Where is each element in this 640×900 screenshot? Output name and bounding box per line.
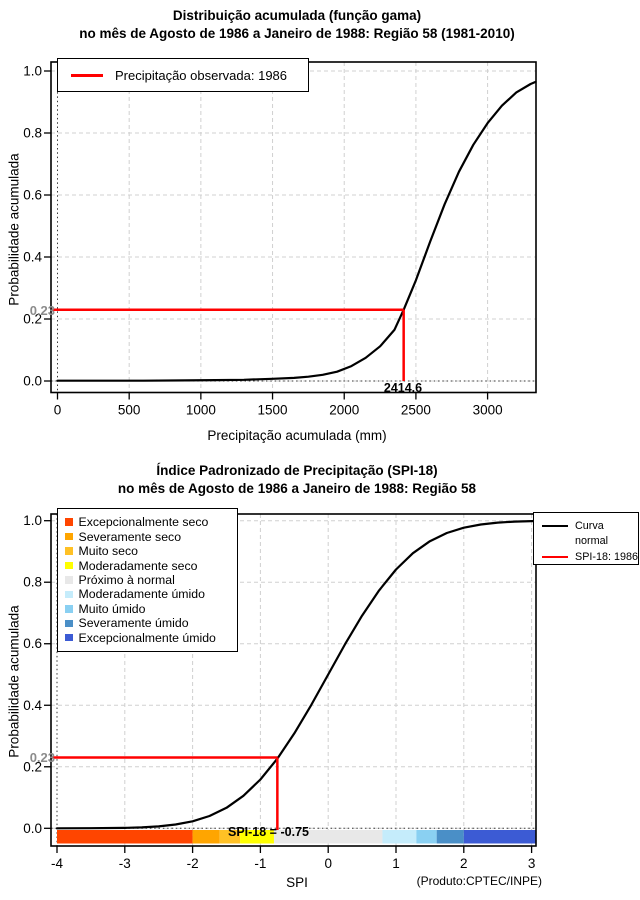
category-label: Severamente úmido <box>78 616 189 631</box>
category-color-swatch <box>65 620 73 628</box>
category-label: Excepcionalmente seco <box>78 515 209 530</box>
spi-category-legend-item <box>65 587 237 601</box>
spi-category-legend-item <box>65 616 237 630</box>
chart2-y-axis-label: Probabilidade acumulada <box>6 605 22 758</box>
category-color-swatch <box>65 605 73 613</box>
x-tick-label: 0 <box>53 402 62 418</box>
observed-precip-legend-label: Precipitação observada: 1986 <box>115 67 288 83</box>
chart2-title: Índice Padronizado de Precipitação (SPI-18) <box>156 463 438 478</box>
category-color-swatch <box>65 533 73 541</box>
product-credit: (Produto:CPTEC/INPE) <box>416 874 542 888</box>
category-label: Moderadamente úmido <box>78 587 205 602</box>
category-color-swatch <box>65 547 73 555</box>
spi-category-legend-item <box>65 558 237 572</box>
y-tick-label: 0.6 <box>23 636 42 652</box>
y-tick-label: 1.0 <box>23 513 42 529</box>
y-tick-label: 0.0 <box>23 373 42 389</box>
chart2-x-axis-label: SPI <box>286 875 308 890</box>
curve-legend-label: SPI-18: 1986 <box>575 550 639 563</box>
chart2-probability-annotation: 0.23 <box>29 749 55 765</box>
category-label: Severamente seco <box>78 529 182 544</box>
y-tick-label: 0.0 <box>23 820 42 836</box>
x-tick-label: -1 <box>254 856 267 871</box>
plot-border <box>51 62 536 393</box>
x-tick-label: 0 <box>324 856 332 871</box>
spi-colorbar-segment <box>416 830 436 844</box>
x-tick-label: -4 <box>50 856 64 871</box>
spi-colorbar-segment <box>382 830 416 844</box>
category-color-swatch <box>65 634 73 642</box>
y-tick-label: 1.0 <box>23 63 42 79</box>
curve-legend-item <box>542 534 638 550</box>
chart1-x-axis-label: Precipitação acumulada (mm) <box>207 428 387 443</box>
spi-curve-legend <box>533 512 639 565</box>
spi-colorbar-segment <box>437 830 464 844</box>
x-tick-label: 500 <box>117 402 141 418</box>
y-tick-label: 0.4 <box>23 697 42 713</box>
spi-category-legend-item <box>65 573 237 587</box>
x-tick-label: 2500 <box>400 402 431 418</box>
observed-precip-line-swatch <box>71 74 103 77</box>
curve-line-swatch <box>542 525 568 528</box>
spi-category-legend <box>57 508 238 652</box>
y-tick-label: 0.2 <box>23 759 42 775</box>
x-tick-label: 1500 <box>257 402 288 418</box>
curve-legend-label: normal <box>575 535 609 548</box>
x-tick-label: 2000 <box>329 402 360 418</box>
y-tick-label: 0.6 <box>23 187 42 203</box>
y-tick-label: 0.8 <box>23 574 42 590</box>
chart1-probability-annotation: 0.23 <box>29 303 55 318</box>
category-color-swatch <box>65 591 73 599</box>
y-tick-label: 0.2 <box>23 311 42 327</box>
category-label: Excepcionalmente úmido <box>78 630 216 645</box>
category-color-swatch <box>65 576 73 584</box>
curve-legend-item <box>542 549 638 565</box>
chart1-subtitle: no mês de Agosto de 1986 a Janeiro de 1988: Região 58 (1981-2010) <box>79 26 515 41</box>
x-tick-label: 3 <box>527 856 536 871</box>
curve-legend-label: Curva <box>575 519 604 532</box>
y-tick-label: 0.8 <box>23 125 42 141</box>
chart1-y-axis-label: Probabilidade acumulada <box>6 153 22 306</box>
category-label: Moderadamente seco <box>78 558 198 573</box>
y-tick-label: 0.4 <box>23 249 42 265</box>
spi-category-legend-item <box>65 529 237 543</box>
spi-category-legend-item <box>65 515 237 529</box>
chart1-value-annotation: 2414.6 <box>383 380 423 395</box>
chart2-spi-annotation: SPI-18 = -0.75 <box>228 824 309 839</box>
chart1-legend <box>57 58 309 92</box>
curve-legend-item <box>542 518 638 534</box>
category-color-swatch <box>65 562 73 570</box>
category-label: Muito seco <box>78 544 138 559</box>
curve-line-swatch-spacer <box>542 540 568 543</box>
spi-colorbar-segment <box>193 830 220 844</box>
category-color-swatch <box>65 518 73 526</box>
x-tick-label: 1 <box>392 856 400 871</box>
category-label: Próximo à normal <box>78 572 175 587</box>
spi-category-legend-item <box>65 602 237 616</box>
curve-line-swatch <box>542 556 568 559</box>
spi-category-legend-item <box>65 631 237 645</box>
chart1-title: Distribuição acumulada (função gama) <box>172 8 422 23</box>
spi-colorbar-segment <box>464 830 537 844</box>
chart2-subtitle: no mês de Agosto de 1986 a Janeiro de 1988: Região 58 <box>117 481 477 496</box>
x-tick-label: -2 <box>186 856 199 871</box>
x-tick-label: 3000 <box>472 402 503 418</box>
spi-colorbar-segment <box>57 830 193 844</box>
spi-category-legend-item <box>65 544 237 558</box>
category-label: Muito úmido <box>78 601 146 616</box>
x-tick-label: 1000 <box>185 402 216 418</box>
x-tick-label: -3 <box>118 856 131 871</box>
x-tick-label: 2 <box>460 856 468 871</box>
